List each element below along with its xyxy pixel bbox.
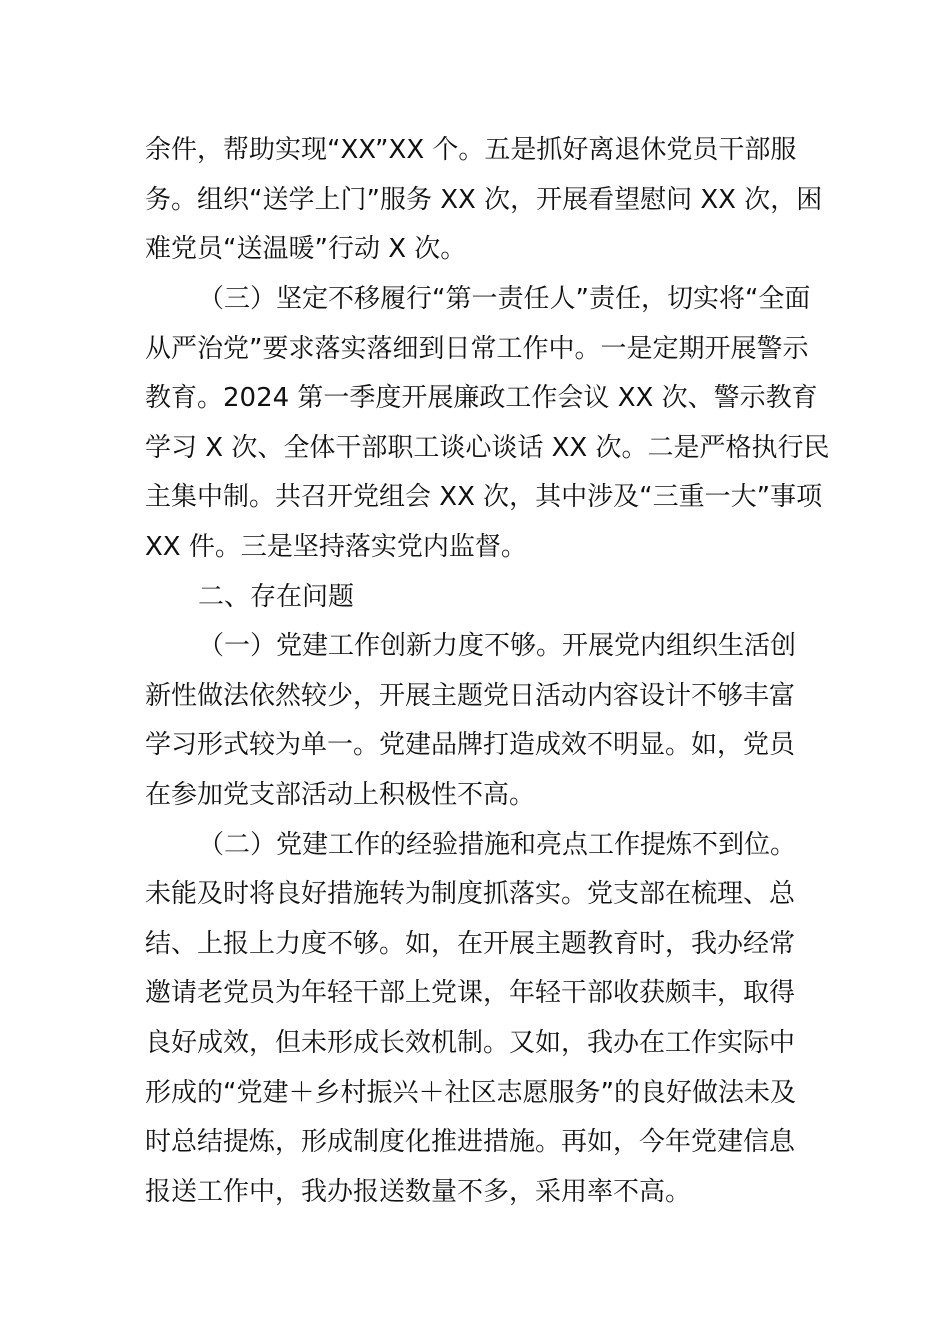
paragraph-start-line: （二）党建工作的经验措施和亮点工作提炼不到位。 — [198, 830, 797, 860]
text-line: XX 件。三是坚持落实党内监督。 — [145, 532, 527, 562]
text-line: 务。组织“送学上门”服务 XX 次，开展看望慰问 XX 次，困 — [145, 185, 823, 215]
text-line: 形成的“党建＋乡村振兴＋社区志愿服务”的良好做法未及 — [145, 1078, 796, 1108]
text-line: 教育。2024 第一季度开展廉政工作会议 XX 次、警示教育 — [145, 383, 818, 413]
text-line: 学习 X 次、全体干部职工谈心谈话 XX 次。二是严格执行民 — [145, 433, 830, 463]
section-heading: 二、存在问题 — [198, 582, 355, 612]
text-line: 良好成效，但未形成长效机制。又如，我办在工作实际中 — [145, 1028, 796, 1058]
paragraph-start-line: （三）坚定不移履行“第一责任人”责任，切实将“全面 — [198, 284, 811, 314]
text-line: 主集中制。共召开党组会 XX 次，其中涉及“三重一大”事项 — [145, 482, 823, 512]
text-line: 从严治党”要求落实落细到日常工作中。一是定期开展警示 — [145, 334, 809, 364]
text-line: 报送工作中，我办报送数量不多，采用率不高。 — [145, 1177, 692, 1207]
text-line: 难党员“送温暖”行动 X 次。 — [145, 234, 467, 264]
text-line: 时总结提炼，形成制度化推进措施。再如，今年党建信息 — [145, 1127, 796, 1157]
text-line: 邀请老党员为年轻干部上党课，年轻干部收获颇丰，取得 — [145, 978, 796, 1008]
text-line: 余件，帮助实现“XX”XX 个。五是抓好离退休党员干部服 — [145, 135, 797, 165]
text-line: 学习形式较为单一。党建品牌打造成效不明显。如，党员 — [145, 730, 796, 760]
paragraph-start-line: （一）党建工作创新力度不够。开展党内组织生活创 — [198, 631, 797, 661]
text-line: 在参加党支部活动上积极性不高。 — [145, 780, 536, 810]
text-line: 结、上报上力度不够。如，在开展主题教育时，我办经常 — [145, 929, 796, 959]
text-line: 未能及时将良好措施转为制度抓落实。党支部在梳理、总 — [145, 879, 796, 909]
text-line: 新性做法依然较少，开展主题党日活动内容设计不够丰富 — [145, 681, 796, 711]
